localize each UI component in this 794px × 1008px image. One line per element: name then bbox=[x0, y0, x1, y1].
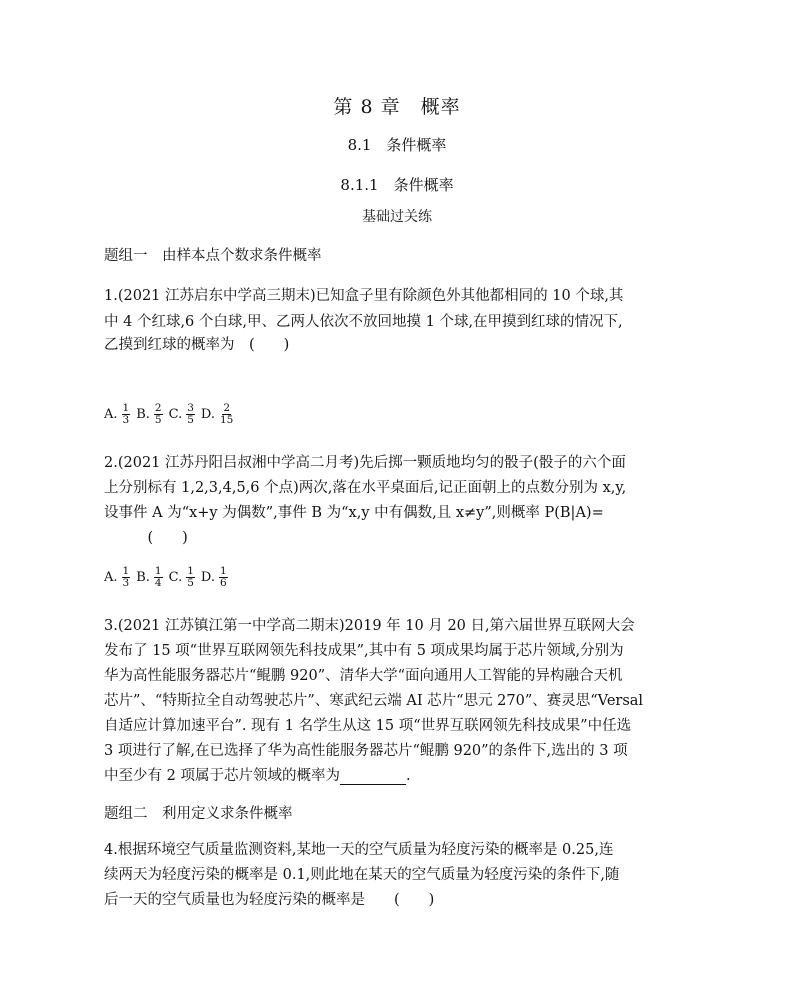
answer-blank[interactable] bbox=[340, 770, 406, 785]
numerator: 1 bbox=[122, 565, 130, 577]
q2-line: 设事件 A 为“x+y 为偶数”,事件 B 为“x,y 中有偶数,且 x≠y”,则概率 P(B|A)= bbox=[104, 505, 604, 521]
group-1-heading: 题组一 由样本点个数求条件概率 bbox=[104, 248, 322, 264]
denominator: 15 bbox=[220, 414, 234, 426]
numerator: 1 bbox=[122, 402, 130, 414]
q4-line: 4.根据环境空气质量监测资料,某地一天的空气质量为轻度污染的概率是 0.25,连 bbox=[104, 842, 614, 858]
option-label: D. bbox=[200, 570, 215, 585]
group-2-heading: 题组二 利用定义求条件概率 bbox=[104, 806, 293, 822]
numerator: 1 bbox=[187, 565, 194, 577]
q2-option-c[interactable] bbox=[169, 566, 195, 589]
q2-line: 上分别标有 1,2,3,4,5,6 个点)两次,落在水平桌面后,记正面朝上的点数分别为 x,y, bbox=[104, 480, 627, 496]
fraction bbox=[122, 403, 131, 426]
fraction bbox=[154, 403, 163, 426]
q2-line: ( ) bbox=[104, 530, 188, 546]
q3-line: 芯片”、“特斯拉全自动驾驶芯片”、寒武纪云端 AI 芯片“思元 270”、赛灵思“Versal bbox=[104, 693, 644, 709]
q1-line: 乙摸到红球的概率为 ( ) bbox=[104, 337, 290, 353]
q2-line: 2.(2021 江苏丹阳吕叔湘中学高二月考)先后掷一颗质地均匀的骰子(骰子的六个面 bbox=[104, 455, 626, 471]
q2-options bbox=[104, 566, 228, 589]
denominator: 5 bbox=[154, 414, 162, 426]
q1-line: 中 4 个红球,6 个白球,甲、乙两人依次不放回地摸 1 个球,在甲摸到红球的情况下, bbox=[104, 314, 623, 330]
q4-line: 续两天为轻度污染的概率是 0.1,则此地在某天的空气质量为轻度污染的条件下,随 bbox=[104, 867, 620, 883]
chapter-title: 第 8 章 概率 bbox=[333, 96, 461, 118]
option-label: B. bbox=[136, 407, 150, 422]
numerator: 1 bbox=[220, 565, 227, 577]
q3-line: 发布了 15 项“世界互联网领先科技成果”,其中有 5 项成果均属于芯片领域,分别为 bbox=[104, 643, 624, 659]
q3-line: 华为高性能服务器芯片“鲲鹏 920”、清华大学“面向通用人工智能的异构融合天机 bbox=[104, 668, 623, 684]
option-label: C. bbox=[168, 570, 183, 585]
option-label: A. bbox=[104, 570, 118, 585]
q1-option-d[interactable] bbox=[201, 403, 234, 426]
denominator: 3 bbox=[122, 414, 130, 426]
q1-option-a[interactable] bbox=[104, 403, 130, 426]
q2-option-b[interactable] bbox=[136, 566, 162, 589]
fraction bbox=[219, 403, 234, 426]
section-title: 8.1 条件概率 bbox=[347, 136, 447, 154]
numerator: 2 bbox=[223, 402, 231, 414]
subsection-title: 8.1.1 条件概率 bbox=[340, 176, 454, 194]
denominator: 4 bbox=[154, 577, 162, 589]
q2-option-a[interactable] bbox=[104, 566, 130, 589]
fraction bbox=[186, 403, 195, 426]
q4-line: 后一天的空气质量也为轻度污染的概率是 ( ) bbox=[104, 892, 435, 908]
q1-option-b[interactable] bbox=[136, 403, 162, 426]
q3-line: 3 项进行了解,在已选择了华为高性能服务器芯片“鲲鹏 920”的条件下,选出的 3 项 bbox=[104, 743, 628, 759]
q3-last-line bbox=[104, 764, 411, 785]
q1-options bbox=[104, 403, 234, 426]
practice-heading: 基础过关练 bbox=[362, 209, 432, 225]
denominator: 6 bbox=[220, 577, 227, 589]
denominator: 5 bbox=[187, 577, 194, 589]
numerator: 2 bbox=[154, 402, 162, 414]
numerator: 1 bbox=[154, 565, 162, 577]
q1-option-c[interactable] bbox=[169, 403, 195, 426]
denominator: 5 bbox=[187, 414, 194, 426]
fraction bbox=[219, 566, 228, 589]
q3-line: 3.(2021 江苏镇江第一中学高二期末)2019 年 10 月 20 日,第六届世界互联网大会 bbox=[104, 618, 635, 634]
fraction bbox=[186, 566, 195, 589]
q1-line: 1.(2021 江苏启东中学高三期末)已知盒子里有除颜色外其他都相同的 10 个球,其 bbox=[104, 288, 624, 304]
fraction bbox=[122, 566, 131, 589]
denominator: 3 bbox=[122, 577, 130, 589]
option-label: C. bbox=[168, 407, 183, 422]
option-label: D. bbox=[200, 407, 215, 422]
option-label: B. bbox=[136, 570, 150, 585]
q2-option-d[interactable] bbox=[201, 566, 228, 589]
q3-period: . bbox=[405, 768, 411, 784]
q3-last-text: 中至少有 2 项属于芯片领域的概率为 bbox=[104, 768, 340, 784]
fraction bbox=[154, 566, 163, 589]
numerator: 3 bbox=[187, 402, 194, 414]
option-label: A. bbox=[104, 407, 118, 422]
q3-line: 自适应计算加速平台”. 现有 1 名学生从这 15 项“世界互联网领先科技成果”中任选 bbox=[104, 718, 632, 734]
